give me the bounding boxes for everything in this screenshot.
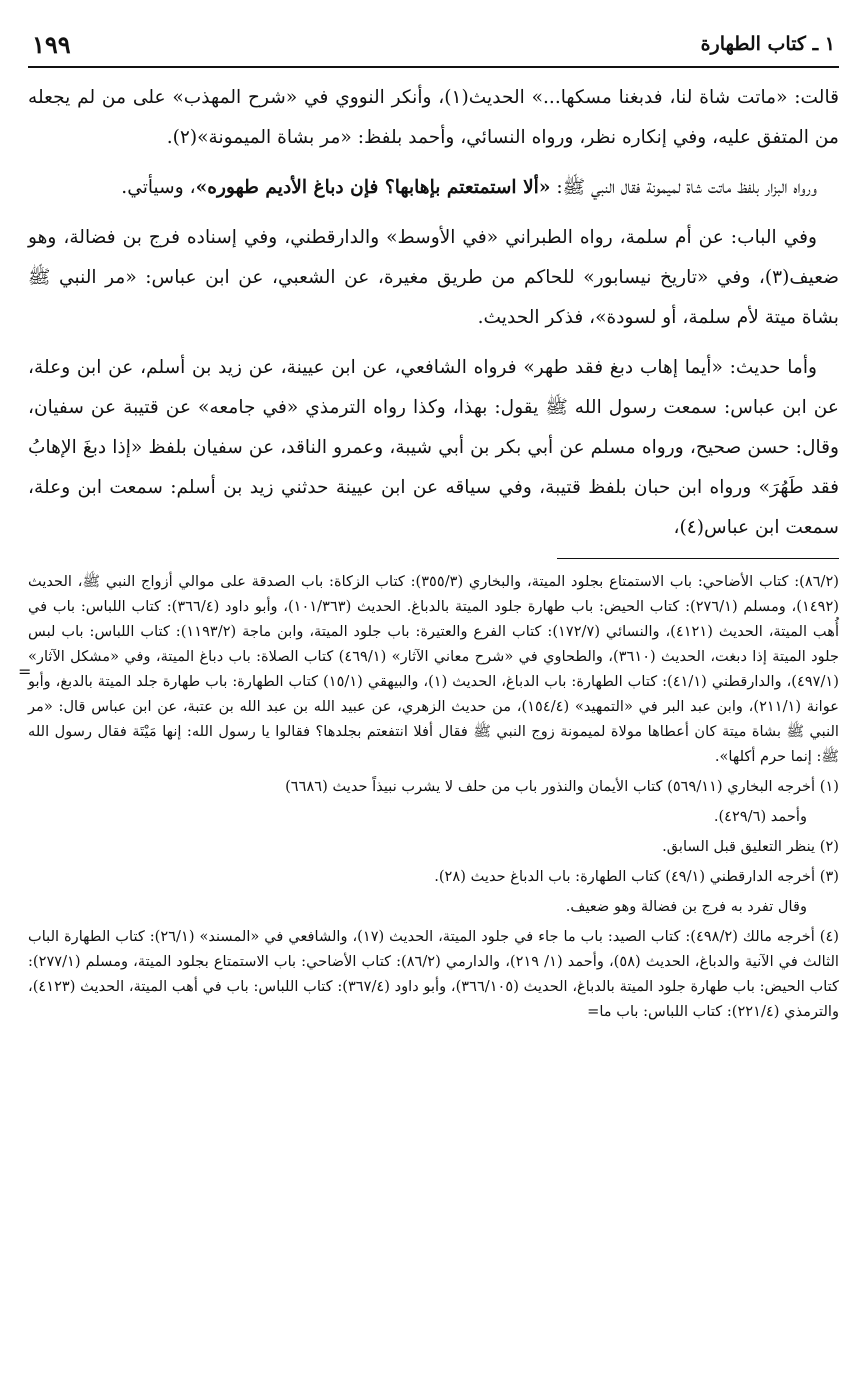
paragraph-1: قالت: «ماتت شاة لنا، فدبغنا مسكها...» الحديث(١)، وأنكر النووي في «شرح المهذب» على من لم يجعله من المتفق عليه، وفي إنكاره نظر، ورواه النسائي، وأحمد بلفظ: «مر بشاة الميمونة»(٢). [28, 87, 839, 148]
footnote-1-cont: وأحمد (٤٢٩/٦). [713, 808, 807, 825]
page-number: ١٩٩ [32, 29, 71, 59]
footnotes [28, 569, 839, 1024]
paragraph-4: وأما حديث: «أيما إهاب دبغ فقد طهر» فرواه الشافعي، عن ابن عيينة، عن زيد بن أسلم، عن ابن وعلة، عن ابن عباس: سمعت رسول الله ﷺ يقول: بهذا، وكذا رواه الترمذي «في جامعه» عن قتيبة عن سفيان، وقال: حسن صحيح، ورواه مسلم عن أبي بكر بن أبي شيبة، وعمرو الناقد، عن سفيان بلفظ «إذا دبغَ الإهابُ فقد طَهُرَ» ورواه ابن حبان بلفظ قتيبة، وفي سياقه عن ابن عيينة حدثني زيد بن أسلم: سمعت ابن وعلة، سمعت ابن عباس(٤)، [28, 357, 839, 538]
paragraph-2 [28, 168, 839, 208]
footnote-2: (٢) ينظر التعليق قبل السابق. [662, 838, 839, 855]
chapter-title: ١ ـ كتاب الطهارة [700, 33, 835, 55]
footnote-3: (٣) أخرجه الدارقطني (٤٩/١) كتاب الطهارة: باب الدباغ حديث (٢٨). [434, 868, 839, 885]
hadith-quote-bold: «ألا استمتعتم بإهابها؟ فإن دباغ الأديم طهوره» [195, 177, 551, 198]
footnote-continuation: (٨٦/٢): كتاب الأضاحي: باب الاستمتاع بجلود الميتة، والبخاري (٣٥٥/٣): كتاب الزكاة: باب الصدقة على موالي أزواج النبي ﷺ، الحديث (١٤٩٢)، ومسلم (٢٧٦/١): كتاب الحيض: باب طهارة جلود الميتة بالدباغ. الحديث (١٠١/٣٦٣)، وأبو داود (٣٦٦/٤): كتاب اللباس: باب في أُهب الميتة، الحديث (٤١٢١)، والنسائي (١٧٢/٧): كتاب الفرع والعتيرة: باب جلود الميتة، وابن ماجة (١١٩٣/٢): كتاب اللباس: باب لبس جلود الميتة إذا دبغت، الحديث (٣٦١٠)، والطحاوي في «شرح معاني الآثار» (٤٦٩/١) كتاب الصلاة: باب دباغ الميتة، وفي «مشكل الآثار» (٤٩٧/١)، والدارقطني (٤١/١): كتاب الطهارة: باب الدباغ، الحديث (١)، والبيهقي (١٥/١) كتاب الطهارة: باب طهارة جلد الميتة بالدبغ، وأبو عوانة (٢١١/١)، وابن عبد البر في «التمهيد» (١٥٤/٤)، من حديث الزهري، عن عبيد الله بن عبد الله بن عتبة، عن ابن عباس قال: «مر النبي ﷺ بشاة ميتة كان أعطاها مولاة لميمونة زوج النبي ﷺ فقال أفلا انتفعتم بجلدها؟ فقالوا يا رسول الله: إنها مَيْتَة فقال رسول الله ﷺ: إنما حرم أكلها». [28, 573, 840, 765]
page-header [28, 22, 839, 68]
continuation-mark: = [18, 662, 32, 681]
page [28, 22, 839, 1384]
footnote-1: (١) أخرجه البخاري (٥٦٩/١١) كتاب الأيمان والنذور باب من حلف لا يشرب نبيذاً حديث (٦٦٨٦) [285, 778, 839, 795]
paragraph-3: وفي الباب: عن أم سلمة، رواه الطبراني «في الأوسط» والدارقطني، وفي إسناده فرج بن فضالة، وهو ضعيف(٣)، وفي «تاريخ نيسابور» للحاكم من طريق مغيرة، عن الشعبي، عن ابن عباس: «مر النبي ﷺ بشاة ميتة لأم سلمة، أو لسودة»، فذكر الحديث. [28, 227, 839, 328]
paragraph-2-start: ورواه البزار بلفظ ماتت شاة لميمونة فقال النبي ﷺ: [550, 177, 817, 198]
footnote-3-cont: وقال تفرد به فرج بن فضالة وهو ضعيف. [565, 898, 807, 915]
footnote-separator [557, 558, 839, 559]
main-text [28, 78, 839, 548]
paragraph-2-end: ، وسيأتي. [121, 177, 196, 198]
footnote-4: (٤) أخرجه مالك (٤٩٨/٢): كتاب الصيد: باب ما جاء في جلود الميتة، الحديث (١٧)، والشافعي في «المسند» (٢٦/١): كتاب الطهارة الباب الثالث في الآنية والدباغ، الحديث (٥٨)، وأحمد (١/ ٢١٩)، والدارمي (٨٦/٢): كتاب الأضاحي: باب الاستمتاع بجلود الميتة، ومسلم (٢٧٧/١): كتاب الحيض: باب طهارة جلود الميتة بالدباغ، الحديث (٣٦٦/١٠٥)، وأبو داود (٣٦٧/٤): كتاب اللباس: باب في أهب الميتة، الحديث (٤١٢٣)، والترمذي (٢٢١/٤): كتاب اللباس: باب ما= [28, 928, 839, 1020]
